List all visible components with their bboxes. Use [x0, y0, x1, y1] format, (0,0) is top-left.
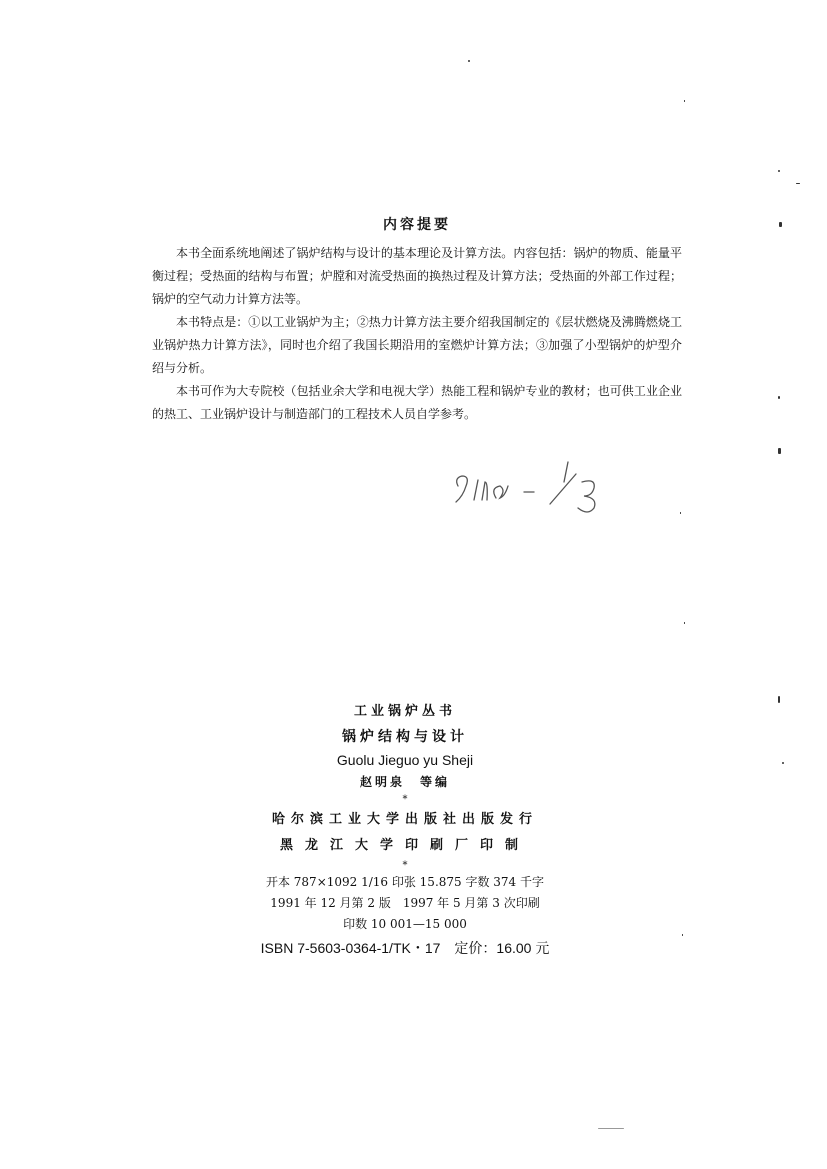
format-info: 开本 787×1092 1/16 印张 15.875 字数 374 千字	[265, 875, 545, 889]
scan-speck	[682, 934, 683, 936]
separator-star: *	[402, 794, 408, 805]
scan-speck	[468, 60, 470, 62]
author: 赵明泉 等编	[359, 775, 450, 789]
book-title-pinyin: Guolu Jieguo yu Sheji	[336, 752, 474, 768]
scan-speck	[779, 222, 782, 227]
scan-speck	[778, 696, 780, 703]
scan-speck	[684, 100, 685, 102]
publisher: 哈尔滨工业大学出版社出版发行	[271, 812, 538, 827]
separator-star: *	[402, 860, 408, 871]
scan-speck	[598, 1128, 624, 1129]
scan-speck	[782, 762, 784, 764]
book-title: 锅炉结构与设计	[342, 729, 468, 745]
scan-speck	[680, 512, 681, 514]
abstract-paragraph: 本书特点是：①以工业锅炉为主；②热力计算方法主要介绍我国制定的《层状燃烧及沸腾燃烧工业锅炉热力计算方法》，同时也介绍了我国长期沿用的室燃炉计算方法；③加强了小型锅炉的炉型介绍与分析。	[152, 315, 682, 375]
abstract-title: 内容提要	[383, 217, 451, 233]
scan-speck	[778, 396, 780, 399]
scan-speck	[796, 183, 800, 184]
isbn-price: ISBN 7-5603-0364-1/TK・17 定价：16.00 元	[260, 940, 550, 956]
scan-speck	[778, 170, 780, 172]
series-title: 工业锅炉丛书	[353, 704, 456, 719]
handwritten-annotation	[448, 456, 618, 532]
print-run: 印数 10 001—15 000	[343, 917, 467, 931]
abstract-paragraph: 本书可作为大专院校（包括业余大学和电视大学）热能工程和锅炉专业的教材；也可供工业企业的热工、工业锅炉设计与制造部门的工程技术人员自学参考。	[152, 384, 682, 421]
abstract-paragraph: 本书全面系统地阐述了锅炉结构与设计的基本理论及计算方法。内容包括：锅炉的物质、能量平衡过程；受热面的结构与布置；炉膛和对流受热面的换热过程及计算方法；受热面的外部工作过程；锅炉的空气动力计算方法等。	[152, 246, 682, 306]
scan-speck	[684, 622, 685, 624]
abstract-section	[152, 214, 682, 426]
edition-info: 1991 年 12 月第 2 版 1997 年 5 月第 3 次印刷	[270, 896, 540, 910]
colophon	[240, 702, 570, 959]
scan-speck	[778, 448, 781, 454]
printer: 黑龙江大学印刷厂印制	[279, 838, 530, 853]
